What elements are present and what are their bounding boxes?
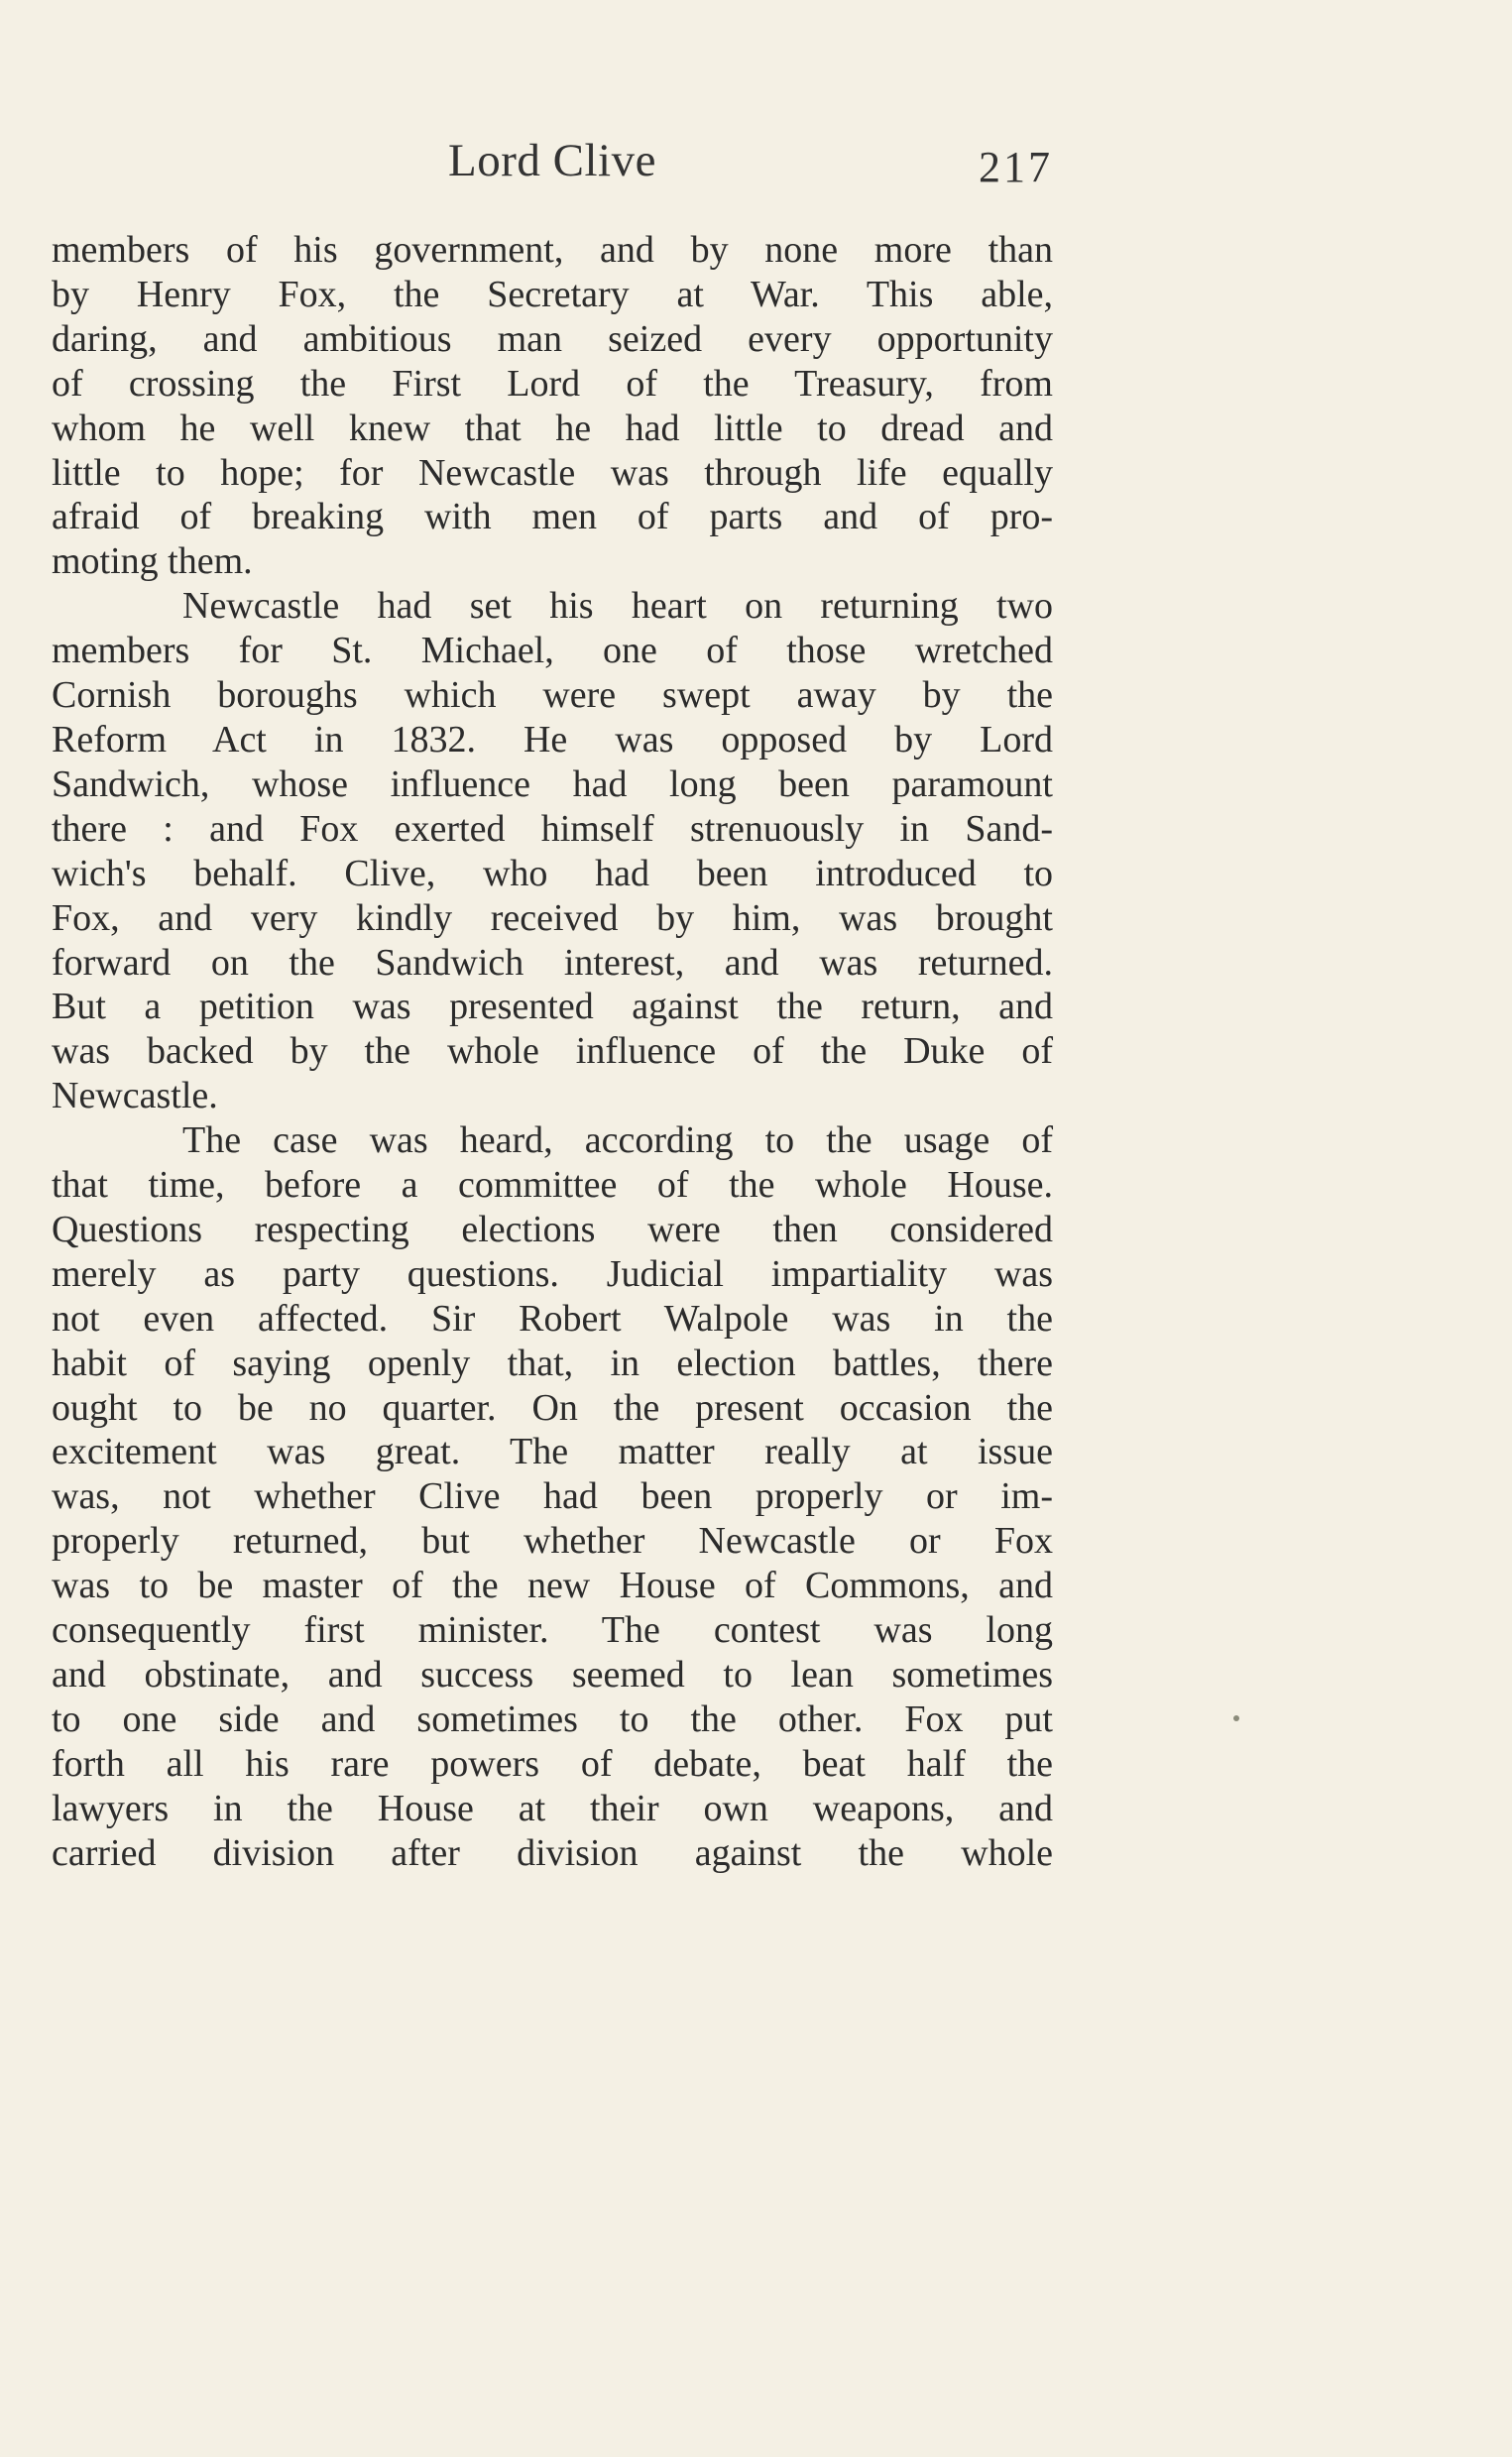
text-line: Sandwich, whose influence had long been paramount [52, 762, 1053, 805]
text-line: wich's behalf. Clive, who had been introduced to [52, 852, 1053, 894]
paper-speck [1233, 1715, 1239, 1721]
text-line: that time, before a committee of the whole House. [52, 1164, 1053, 1207]
text-line: properly returned, but whether Newcastle or Fox [52, 1520, 1053, 1563]
page-number: 217 [979, 143, 1053, 191]
text-line: Cornish boroughs which were swept away by the [52, 674, 1053, 717]
body-text [52, 228, 1053, 1876]
text-line: members of his government, and by none more than [52, 229, 1053, 271]
text-line: of crossing the First Lord of the Treasury, from [52, 362, 1053, 405]
text-line: excitement was great. The matter really at issue [52, 1431, 1053, 1473]
text-line: was to be master of the new House of Commons, and [52, 1565, 1053, 1607]
text-line: daring, and ambitious man seized every opportunity [52, 317, 1053, 360]
text-line: little to hope; for Newcastle was through life equally [52, 451, 1053, 494]
text-line: afraid of breaking with men of parts and of pro- [52, 496, 1053, 538]
text-line: Questions respecting elections were then considered [52, 1208, 1053, 1250]
text-line: habit of saying openly that, in election battles, there [52, 1342, 1053, 1384]
text-line: consequently first minister. The contest was long [52, 1609, 1053, 1652]
text-line: ought to be no quarter. On the present occasion the [52, 1386, 1053, 1429]
text-line: members for St. Michael, one of those wretched [52, 630, 1053, 672]
text-line: merely as party questions. Judicial impartiality was [52, 1252, 1053, 1295]
text-line: was, not whether Clive had been properly or im- [52, 1475, 1053, 1518]
text-line: to one side and sometimes to the other. Fox put [52, 1697, 1053, 1740]
text-line: Newcastle had set his heart on returning two [182, 585, 1053, 628]
running-title: Lord Clive [448, 135, 656, 186]
text-line: Reform Act in 1832. He was opposed by Lord [52, 718, 1053, 760]
text-line: Fox, and very kindly received by him, was brought [52, 896, 1053, 939]
text-line: and obstinate, and success seemed to lean sometimes [52, 1654, 1053, 1696]
page-header [52, 134, 1053, 193]
text-line: Newcastle. [52, 1075, 218, 1117]
text-line: there : and Fox exerted himself strenuously in Sand- [52, 807, 1053, 850]
text-line: forward on the Sandwich interest, and was returned. [52, 941, 1053, 984]
text-line: forth all his rare powers of debate, beat half the [52, 1742, 1053, 1785]
text-line: not even affected. Sir Robert Walpole was in the [52, 1297, 1053, 1340]
text-line: moting them. [52, 540, 253, 583]
text-line: whom he well knew that he had little to dread and [52, 407, 1053, 449]
text-line: by Henry Fox, the Secretary at War. This able, [52, 273, 1053, 315]
text-line: But a petition was presented against the return, and [52, 986, 1053, 1028]
text-line: The case was heard, according to the usage of [182, 1119, 1053, 1162]
text-line: lawyers in the House at their own weapons, and [52, 1787, 1053, 1829]
text-line: carried division after division against the whole [52, 1831, 1053, 1874]
text-line: was backed by the whole influence of the Duke of [52, 1030, 1053, 1073]
